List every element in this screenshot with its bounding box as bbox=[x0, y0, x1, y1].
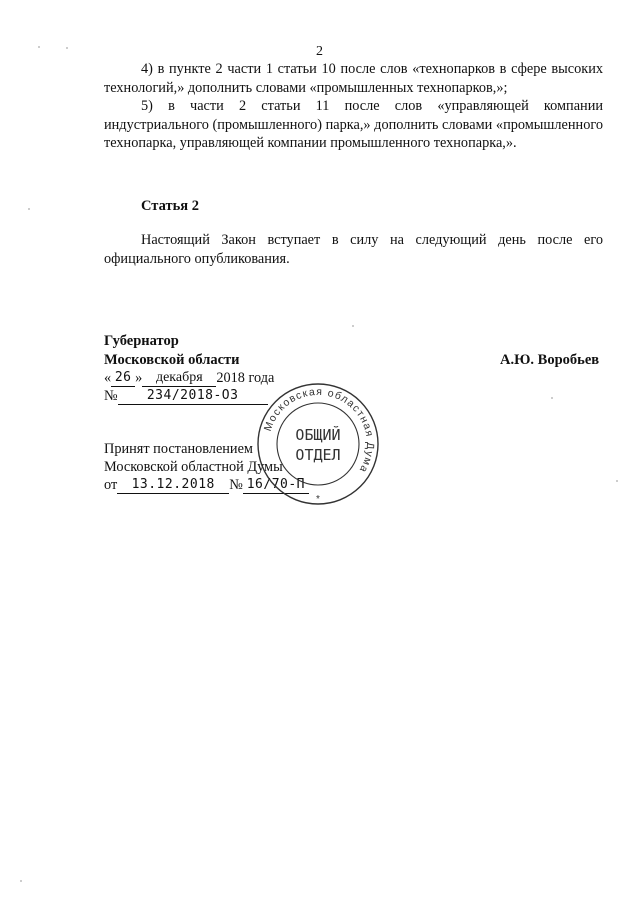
number-sign: № bbox=[104, 388, 118, 404]
official-stamp bbox=[256, 382, 380, 506]
stamp-center-line2: ОТДЕЛ bbox=[295, 446, 341, 464]
date-quote-open: « bbox=[104, 370, 112, 386]
governor-title: Губернатор bbox=[104, 333, 179, 349]
date-month: декабря bbox=[142, 370, 216, 387]
stamp-center-line1: ОБЩИЙ bbox=[295, 426, 341, 444]
stamp-inner-ring bbox=[277, 403, 359, 485]
adoption-number-sign: № bbox=[229, 477, 243, 493]
governor-region: Московской области bbox=[104, 352, 240, 368]
law-number: 234/2018-ОЗ bbox=[118, 388, 268, 405]
article-2-heading: Статья 2 bbox=[141, 198, 199, 214]
date-day: 26 bbox=[111, 370, 135, 387]
article-2-text: Настоящий Закон вступает в силу на следующий день после его официального опубликования. bbox=[104, 232, 603, 267]
adopted-by-line: Принят постановлением bbox=[104, 441, 253, 457]
scan-speck bbox=[616, 480, 618, 482]
adoption-date: 13.12.2018 bbox=[117, 477, 229, 494]
stamp-star: * bbox=[316, 494, 320, 505]
from-label: от bbox=[104, 477, 118, 493]
scan-speck bbox=[38, 46, 40, 48]
stamp-ring-text: Московская областная Дума bbox=[261, 385, 377, 476]
page-number: 2 bbox=[316, 44, 323, 59]
governor-name: А.Ю. Воробьев bbox=[500, 352, 600, 368]
paragraph-item-4: 4) в пункте 2 части 1 статьи 10 после слов «технопарков в сфере высоких технологий,» дополнить словами «промышленных технопарков,»; bbox=[104, 61, 603, 96]
paragraph-item-5: 5) в части 2 статьи 11 после слов «управляющей компании индустриального (промышленного) парка,» дополнить словами «промышленного технопарка, управляющей компании промышленного технопарка,». bbox=[104, 98, 603, 152]
scan-speck bbox=[551, 397, 553, 399]
scan-speck bbox=[20, 880, 22, 882]
scan-speck bbox=[66, 47, 68, 49]
adoption-number: 16/70-П bbox=[243, 477, 309, 494]
adopted-by-duma: Московской областной Думы bbox=[104, 459, 283, 475]
scan-speck bbox=[28, 208, 30, 210]
scan-speck bbox=[352, 325, 354, 327]
stamp-outer-ring bbox=[258, 384, 378, 504]
law-number-line bbox=[104, 388, 268, 405]
date-quote-close: » bbox=[135, 370, 143, 386]
date-year: 2018 года bbox=[216, 370, 275, 386]
signing-date-line bbox=[104, 370, 274, 387]
